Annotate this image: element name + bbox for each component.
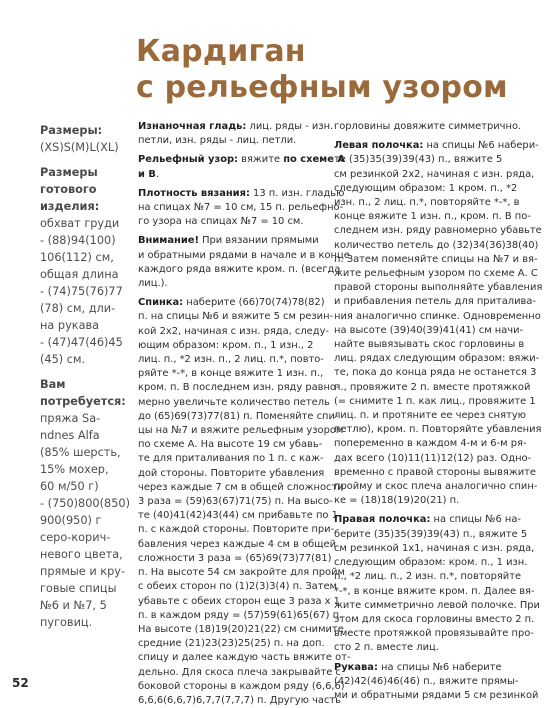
text-line: [334, 627, 534, 641]
text-line: [138, 680, 345, 694]
text-run: горловины довяжите симметрично.: [334, 121, 522, 132]
text-line: [138, 339, 324, 353]
text-run: см резинкой 1х1, начиная с изн. ряда,: [334, 542, 535, 554]
text-line: [138, 134, 324, 148]
text-run: жите симметрично левой полочке. При: [334, 599, 540, 611]
text-run: ми и обратными рядами 5 см резинкой: [334, 689, 539, 701]
paragraph: [138, 120, 334, 148]
sidebar-line: обхват груди: [40, 217, 120, 230]
paragraph: [138, 153, 346, 181]
paragraph: [334, 661, 539, 704]
text-run: дах всего (10)11(11)12(12) раз. Одно-: [334, 452, 532, 464]
text-run: на спицы №6 на-: [430, 514, 521, 526]
text-line: [334, 437, 527, 451]
text-run: на высоте (39)40(39)41(41) см начи-: [334, 324, 524, 336]
text-run: те для приталивания по 1 п. с каж-: [138, 453, 324, 465]
text-run: 13 п. изн. гладью: [249, 187, 345, 199]
text-run: на спицы №6 наберите: [377, 661, 502, 673]
text-run: и обратными рядами в начале и в конце: [138, 249, 350, 261]
text-line: [334, 556, 528, 570]
text-run: дой стороны. Повторите убавления: [138, 467, 325, 479]
sidebar-line: невого цвета,: [40, 548, 123, 561]
text-line: [138, 651, 351, 665]
text-line: [334, 570, 524, 584]
text-line: [138, 452, 324, 466]
text-line: [334, 466, 536, 480]
text-run: п. в каждом ряду = (57)59(61)65(67) п.: [138, 609, 343, 621]
text-run: сложности 3 раза = (65)69(73)77(81): [138, 552, 332, 564]
text-line: [138, 552, 332, 566]
text-run: ния аналогично спинке. Одновременно: [334, 310, 541, 322]
text-run: кром. п. В последнем изн. ряду равно-: [138, 382, 340, 394]
text-line: [334, 409, 524, 423]
text-line: [334, 168, 535, 182]
bold-term: Спинка:: [138, 297, 184, 309]
text-run: каждого ряда вяжите кром. п. (всегда: [138, 263, 341, 275]
sidebar-line: серо-корич-: [40, 531, 111, 544]
bold-term: Рукава:: [334, 661, 378, 673]
text-line: [334, 310, 541, 324]
text-line: [138, 215, 324, 229]
text-run: жите рельефным узором по схеме А. С: [334, 268, 538, 280]
sidebar-line: - (74)75(76)77: [40, 285, 123, 298]
text-run: те (35)35(39)39(43) п., вяжите 5: [334, 154, 503, 166]
sidebar-line: на рукава: [40, 319, 100, 332]
text-run: на спицы №6 набери-: [423, 140, 539, 152]
sidebar-heading: потребуется:: [40, 395, 126, 408]
bold-term: Рельефный узор:: [138, 154, 238, 166]
text-line: [334, 196, 524, 210]
bold-term: и В: [138, 168, 156, 180]
bold-term: Внимание!: [138, 235, 199, 247]
paragraph: [334, 513, 540, 655]
text-run: го узора на спицах №7 = 10 см.: [138, 216, 304, 228]
sidebar-heading: Размеры:: [40, 124, 103, 137]
text-line: [138, 609, 343, 623]
text-line: [334, 585, 535, 599]
text-line: [334, 480, 538, 494]
text-line: [138, 353, 324, 367]
text-line: [334, 210, 531, 224]
text-line: [138, 263, 341, 277]
text-line: [138, 310, 334, 324]
article-title: [136, 34, 508, 106]
sidebar-line: 15% мохер,: [40, 463, 109, 476]
text-run: те, пока до конца ряда не останется 3: [334, 367, 537, 379]
text-run: следующим образом: 1 кром. п., *2: [334, 182, 518, 194]
text-run: ющим образом: кром. п., 1 изн., 2: [138, 339, 314, 351]
text-run: .: [155, 168, 160, 180]
text-run: (42)42(46)46(46) п., вяжите прямы-: [334, 675, 519, 687]
text-line: [138, 234, 324, 248]
text-run: лиц. рядах следующим образом: вяжи-: [334, 353, 540, 365]
sidebar-line: 900(950) г: [40, 514, 102, 527]
text-line: [334, 675, 524, 689]
title-line-1: Кардиган: [136, 34, 306, 69]
text-line: [138, 153, 346, 167]
paragraph: [138, 187, 345, 230]
text-line: [138, 666, 341, 680]
sidebar-line: №6 и №7, 5: [40, 599, 107, 612]
sidebar-heading: Размеры: [40, 166, 98, 179]
text-line: [334, 661, 524, 675]
text-line: [138, 367, 324, 381]
text-run: боковой стороны в каждом ряду (6,6,6): [138, 680, 345, 692]
text-run: берите (35)35(39)39(43) п., вяжите 5: [334, 528, 528, 540]
text-run: следнем изн. ряду равномерно убавьте: [334, 225, 542, 237]
sidebar-specs: [40, 122, 132, 631]
text-column-1: [138, 120, 351, 708]
text-line: [138, 277, 324, 291]
text-line: [334, 494, 524, 508]
text-line: [334, 324, 524, 338]
text-line: [138, 523, 335, 537]
text-line: [334, 381, 531, 395]
text-run: на спицах №7 = 10 см, 15 п. рельефно-: [138, 202, 344, 214]
text-line: [334, 153, 524, 167]
text-run: мерно увеличьте количество петель: [138, 396, 330, 408]
text-line: [334, 139, 539, 153]
text-run: количество петель до (32)34(36)38(40): [334, 239, 539, 251]
sidebar-line: 106(112) см,: [40, 251, 114, 264]
text-run: наберите (66)70(74)78(82): [183, 297, 325, 309]
text-line: [138, 538, 337, 552]
text-line: [334, 267, 538, 281]
sidebar-line: прямые и кру-: [40, 565, 126, 578]
text-line: [334, 352, 540, 366]
text-line: [138, 168, 324, 182]
text-run: п. Затем поменяйте спицы на №7 и вя-: [334, 253, 538, 265]
text-run: лиц. п. и протяните ее через снятую: [334, 410, 526, 422]
text-line: [334, 295, 536, 309]
text-run: 3 раза = (59)63(67)71(75) п. На высо-: [138, 496, 333, 508]
paragraph: [334, 120, 524, 134]
sidebar-line: (85% шерсть,: [40, 446, 121, 459]
text-line: [138, 187, 345, 201]
text-run: средние (21)23(23)25(25) п. на доп.: [138, 638, 325, 650]
text-line: [334, 599, 540, 613]
text-run: следующим образом: кром. п., 1 изн.: [334, 557, 528, 569]
paragraph: [138, 234, 350, 291]
text-line: [138, 481, 344, 495]
page-number: 52: [12, 676, 29, 690]
text-run: 6,6,6(6,6,7)6,7,7(7,7,7) п. Другую часть: [138, 694, 341, 706]
text-run: см резинкой 2х2, начиная с изн. ряда,: [334, 168, 535, 180]
text-run: изн. п., 2 лиц. п.*, повторяйте *-*, в: [334, 197, 520, 209]
sidebar-line: ndnes Alfa: [40, 429, 100, 442]
text-run: конце вяжите 1 изн. п., кром. п. В по-: [334, 211, 531, 223]
text-run: На высоте (18)19(20)21(22) см снимите: [138, 623, 344, 635]
text-run: спицу и далее каждую часть вяжите от-: [138, 652, 351, 664]
text-line: [138, 381, 340, 395]
text-run: При вязании прямыми: [198, 235, 319, 247]
text-line: [334, 689, 539, 703]
bold-term: Плотность вязания:: [138, 187, 250, 199]
text-run: вяжите: [238, 154, 284, 166]
text-line: [334, 641, 524, 655]
text-run: петлю), кром. п. Повторяйте убавления: [334, 424, 542, 436]
sidebar-line: (XS)S(M)L(XL): [40, 141, 119, 154]
sidebar-heading: изделия:: [40, 200, 100, 213]
text-run: этом для скоса горловины вместо 2 п.: [334, 613, 535, 625]
paragraph: [138, 296, 351, 708]
title-line-2: с рельефным узором: [136, 70, 508, 105]
text-line: [138, 467, 324, 481]
text-line: [334, 281, 543, 295]
text-line: [334, 395, 536, 409]
text-run: ке = (18)18(19)20(21) п.: [334, 495, 460, 507]
text-line: [138, 637, 324, 651]
text-run: лиц. ряды - изн.: [246, 121, 334, 132]
text-run: п. с каждой стороны. Повторите при-: [138, 524, 335, 536]
text-run: вместе протяжкой провязывайте про-: [334, 628, 534, 640]
text-line: [334, 338, 524, 352]
sidebar-line: (78) см, дли-: [40, 302, 116, 315]
text-run: цы на №7 и вяжите рельефным узором: [138, 425, 344, 437]
text-run: дельно. Для скоса плеча закрывайте с: [138, 666, 341, 678]
bold-term: Левая полочка:: [334, 140, 424, 152]
text-line: [138, 249, 350, 263]
text-run: через каждые 7 см в общей сложности: [138, 481, 344, 493]
sidebar-line: пуговиц.: [40, 616, 93, 629]
text-run: лиц.).: [138, 278, 168, 290]
text-run: лиц. п., *2 изн. п., 2 лиц. п.*, повто-: [138, 354, 324, 366]
sidebar-line: - (88)94(100): [40, 234, 116, 247]
text-run: правой стороны выполняйте убавления: [334, 282, 543, 294]
text-line: [138, 396, 330, 410]
sidebar-heading: готового: [40, 183, 97, 196]
text-line: [138, 201, 344, 215]
text-run: (= снимите 1 п. как лиц., провяжите 1: [334, 395, 536, 407]
text-run: п. На высоте 54 см закройте для пройм: [138, 567, 345, 579]
text-line: [334, 423, 542, 437]
text-line: [138, 595, 340, 609]
text-line: [138, 580, 338, 594]
text-line: [334, 366, 537, 380]
paragraph: [334, 139, 543, 508]
text-run: пройму и скос плеча аналогично спин-: [334, 481, 538, 493]
text-run: кой 2х2, начиная с изн. ряда, следу-: [138, 325, 329, 337]
sidebar-line: говые спицы: [40, 582, 117, 595]
sidebar-line: (45) см.: [40, 353, 86, 366]
text-line: [334, 253, 538, 267]
bold-term: Изнаночная гладь:: [138, 121, 247, 132]
text-line: [138, 623, 344, 637]
text-run: убавьте с обеих сторон еще 3 раза х 1: [138, 595, 340, 607]
text-run: сто 2 п. вместе лиц.: [334, 642, 439, 654]
text-run: петли, изн. ряды - лиц. петли.: [138, 135, 297, 147]
text-line: [334, 239, 539, 253]
text-line: [138, 296, 324, 310]
text-run: найте вывязывать скос горловины в: [334, 339, 525, 351]
text-run: *-*, в конце вяжите кром. п. Далее вя-: [334, 585, 535, 597]
sidebar-heading: Вам: [40, 378, 66, 391]
text-line: [138, 438, 324, 452]
sidebar-line: - (47)47(46)45: [40, 336, 123, 349]
text-run: п., *2 лиц. п., 2 изн. п.*, повторяйте: [334, 571, 522, 583]
text-line: [334, 542, 535, 556]
bold-term: Правая полочка:: [334, 514, 431, 526]
text-run: те (40)41(42)43(44) см прибавьте по 1: [138, 510, 338, 522]
sidebar-line: общая длина: [40, 268, 119, 281]
sidebar-line: - (750)800(850): [40, 497, 130, 510]
text-line: [334, 513, 524, 527]
text-run: бавления через каждые 4 см в общей: [138, 538, 337, 550]
text-run: и прибавления петель для приталива-: [334, 296, 536, 308]
sidebar-line: пряжа Sa-: [40, 412, 101, 425]
text-line: [334, 224, 542, 238]
sidebar-line: 60 м/50 г): [40, 480, 99, 493]
text-line: [138, 694, 341, 708]
text-run: временно с правой стороны вывяжите: [334, 466, 536, 478]
text-run: с обеих сторон по (1)2(3)3(4) п. Затем: [138, 581, 338, 593]
text-line: [334, 182, 524, 196]
text-column-2: [334, 120, 543, 703]
text-line: [138, 325, 329, 339]
text-line: [138, 509, 338, 523]
text-run: по схеме А. На высоте 19 см убавь-: [138, 439, 323, 451]
text-line: [138, 566, 345, 580]
text-line: [138, 495, 333, 509]
text-line: [138, 410, 339, 424]
text-line: [334, 120, 524, 134]
text-run: ряйте *-*, в конце вяжите 1 изн. п.,: [138, 368, 324, 380]
text-line: [334, 528, 528, 542]
text-run: до (65)69(73)77(81) п. Поменяйте спи-: [138, 410, 339, 422]
text-line: [138, 424, 344, 438]
section-gap: [40, 156, 132, 164]
section-gap: [40, 368, 132, 376]
bold-term: по схеме А: [283, 154, 346, 166]
text-line: [334, 452, 532, 466]
text-line: [138, 120, 334, 134]
text-line: [334, 613, 535, 627]
text-run: п. на спицы №6 и вяжите 5 см резин-: [138, 311, 334, 323]
text-run: п., провяжите 2 п. вместе протяжкой: [334, 381, 531, 393]
text-run: попеременно в каждом 4-м и 6-м ря-: [334, 438, 527, 450]
